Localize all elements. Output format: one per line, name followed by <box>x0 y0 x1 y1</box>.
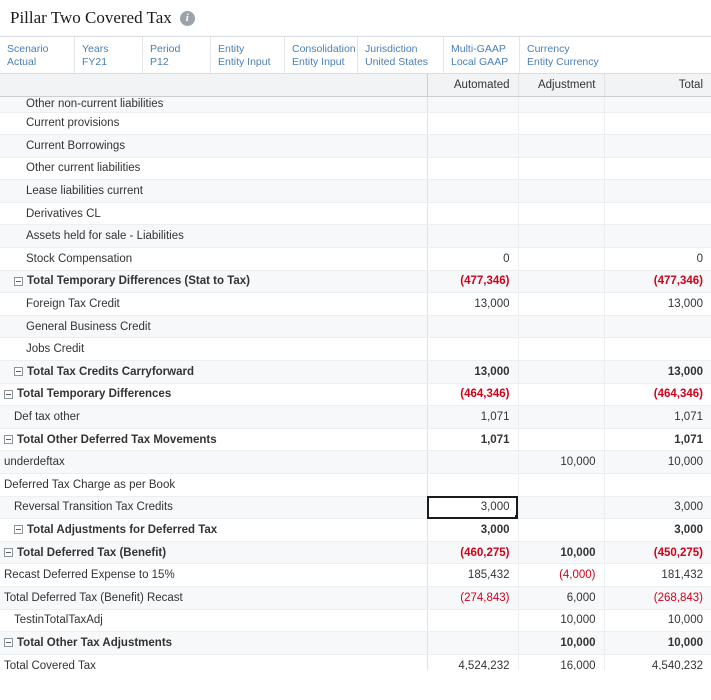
covered-tax-grid <box>0 74 711 670</box>
cell-total[interactable]: 13,000 <box>604 361 711 384</box>
row-label: Deferred Tax Charge as per Book <box>4 478 176 491</box>
table-row[interactable] <box>0 180 711 203</box>
pov-dimension-label: Scenario <box>7 42 49 55</box>
cell-adjustment[interactable]: 10,000 <box>518 609 604 632</box>
cell-total[interactable]: 0 <box>604 248 711 271</box>
row-label-cell[interactable] <box>0 496 427 519</box>
table-row[interactable] <box>0 451 711 474</box>
cell-total[interactable]: (268,843) <box>604 586 711 609</box>
grid-header-row <box>0 74 711 96</box>
table-row[interactable] <box>0 96 711 112</box>
cell-automated[interactable]: 0 <box>427 248 518 271</box>
cell-automated[interactable]: 185,432 <box>427 564 518 587</box>
row-label: Total Deferred Tax (Benefit) Recast <box>4 591 183 604</box>
row-label: Total Covered Tax <box>4 659 96 670</box>
row-label-cell[interactable] <box>0 654 427 670</box>
pov-dimension-label: Consolidation <box>292 42 356 55</box>
page-title: Pillar Two Covered Tax <box>10 8 172 27</box>
cell-total[interactable] <box>604 225 711 248</box>
table-row[interactable] <box>0 361 711 384</box>
pov-dimension-label: Jurisdiction <box>365 42 418 55</box>
collapse-toggle-icon[interactable] <box>14 277 23 286</box>
row-label-cell[interactable] <box>0 157 427 180</box>
row-label-cell[interactable] <box>0 112 427 135</box>
pov-dimension-value: Entity Input <box>292 55 345 68</box>
cell-total[interactable]: 181,432 <box>604 564 711 587</box>
cell-total[interactable]: (450,275) <box>604 541 711 564</box>
row-label-cell[interactable] <box>0 428 427 451</box>
cell-automated[interactable]: 1,071 <box>427 406 518 429</box>
row-label: Other non-current liabilities <box>26 98 164 110</box>
cell-automated[interactable] <box>427 135 518 158</box>
pov-dimension-value: United States <box>365 55 429 68</box>
cell-total[interactable]: 13,000 <box>604 293 711 316</box>
cell-total[interactable] <box>604 157 711 180</box>
row-label-cell[interactable] <box>0 564 427 587</box>
cell-adjustment[interactable] <box>518 361 604 384</box>
pov-currency[interactable] <box>520 37 610 73</box>
row-label: Total Other Deferred Tax Movements <box>17 433 217 446</box>
collapse-toggle-icon[interactable] <box>4 638 13 647</box>
table-row[interactable] <box>0 428 711 451</box>
row-label-cell[interactable] <box>0 315 427 338</box>
row-label-cell[interactable] <box>0 609 427 632</box>
row-label: Current provisions <box>26 117 120 130</box>
row-label-cell[interactable] <box>0 383 427 406</box>
pov-dimension-label: Entity <box>218 42 245 55</box>
cell-adjustment[interactable] <box>518 180 604 203</box>
table-row[interactable] <box>0 338 711 361</box>
row-label: Reversal Transition Tax Credits <box>14 501 173 514</box>
cell-total[interactable] <box>604 338 711 361</box>
row-label: Assets held for sale - Liabilities <box>26 230 184 243</box>
row-label: General Business Credit <box>26 320 151 333</box>
row-label: underdeftax <box>4 456 65 469</box>
cell-automated[interactable]: (460,275) <box>427 541 518 564</box>
row-label: TestinTotalTaxAdj <box>14 614 103 627</box>
cell-automated[interactable]: 13,000 <box>427 293 518 316</box>
row-label: Total Tax Credits Carryforward <box>27 365 195 378</box>
cell-automated[interactable]: 3,000 <box>427 496 518 519</box>
cell-adjustment[interactable]: 10,000 <box>518 541 604 564</box>
column-header-adjustment[interactable]: Adjustment <box>518 74 604 96</box>
pov-dimension-value: Entity Input <box>218 55 271 68</box>
row-label: Total Deferred Tax (Benefit) <box>17 546 167 559</box>
table-row[interactable] <box>0 586 711 609</box>
row-label-cell[interactable] <box>0 248 427 271</box>
pov-entity[interactable] <box>211 37 285 73</box>
table-row[interactable] <box>0 474 711 497</box>
cell-automated[interactable]: (464,346) <box>427 383 518 406</box>
cell-automated[interactable] <box>427 338 518 361</box>
pov-multi-gaap[interactable] <box>444 37 520 73</box>
pov-dimension-value: Entity Currency <box>527 55 599 68</box>
cell-automated[interactable] <box>427 474 518 497</box>
cell-total[interactable] <box>604 180 711 203</box>
pov-dimension-value: FY21 <box>82 55 108 68</box>
row-label-cell[interactable] <box>0 474 427 497</box>
table-row[interactable] <box>0 632 711 655</box>
grid-body <box>0 96 711 670</box>
cell-total[interactable]: 1,071 <box>604 406 711 429</box>
row-label-cell[interactable] <box>0 586 427 609</box>
table-row[interactable] <box>0 496 711 519</box>
cell-total[interactable] <box>604 315 711 338</box>
row-label-cell[interactable] <box>0 338 427 361</box>
cell-adjustment[interactable] <box>518 293 604 316</box>
table-row[interactable] <box>0 541 711 564</box>
row-label-cell[interactable] <box>0 519 427 542</box>
pov-dimension-value: Local GAAP <box>451 55 509 68</box>
cell-adjustment[interactable] <box>518 157 604 180</box>
row-label: Total Temporary Differences <box>17 388 172 401</box>
pov-years[interactable] <box>75 37 143 73</box>
row-label: Total Other Tax Adjustments <box>17 636 173 649</box>
cell-adjustment[interactable] <box>518 202 604 225</box>
collapse-toggle-icon[interactable] <box>14 525 23 534</box>
table-row[interactable] <box>0 293 711 316</box>
table-row[interactable] <box>0 112 711 135</box>
cell-adjustment[interactable] <box>518 96 604 112</box>
row-label: Lease liabilities current <box>26 185 143 198</box>
cell-adjustment[interactable] <box>518 248 604 271</box>
row-label: Total Adjustments for Deferred Tax <box>27 523 218 536</box>
cell-automated[interactable] <box>427 202 518 225</box>
cell-adjustment[interactable]: 16,000 <box>518 654 604 670</box>
cell-total[interactable]: (477,346) <box>604 270 711 293</box>
table-row[interactable] <box>0 519 711 542</box>
cell-automated[interactable] <box>427 451 518 474</box>
cell-automated[interactable]: 13,000 <box>427 361 518 384</box>
table-row[interactable] <box>0 654 711 670</box>
row-label-cell[interactable] <box>0 180 427 203</box>
row-label: Def tax other <box>14 411 80 424</box>
row-label: Other current liabilities <box>26 162 141 175</box>
column-header-total[interactable]: Total <box>604 74 711 96</box>
cell-adjustment[interactable]: 6,000 <box>518 586 604 609</box>
row-label-cell[interactable] <box>0 406 427 429</box>
column-header-automated[interactable]: Automated <box>427 74 518 96</box>
cell-automated[interactable] <box>427 315 518 338</box>
cell-adjustment[interactable] <box>518 112 604 135</box>
cell-adjustment[interactable] <box>518 338 604 361</box>
table-row[interactable] <box>0 609 711 632</box>
cell-total[interactable]: 10,000 <box>604 632 711 655</box>
cell-automated[interactable] <box>427 632 518 655</box>
cell-total[interactable]: 3,000 <box>604 496 711 519</box>
pov-dimension-value: P12 <box>150 55 169 68</box>
table-row[interactable] <box>0 135 711 158</box>
cell-automated[interactable]: 3,000 <box>427 519 518 542</box>
cell-total[interactable] <box>604 112 711 135</box>
pov-scenario[interactable] <box>0 37 75 73</box>
cell-automated[interactable] <box>427 609 518 632</box>
table-row[interactable] <box>0 406 711 429</box>
cell-adjustment[interactable] <box>518 383 604 406</box>
row-label: Total Temporary Differences (Stat to Tax) <box>27 275 251 288</box>
cell-automated[interactable] <box>427 96 518 112</box>
cell-automated[interactable]: 4,524,232 <box>427 654 518 670</box>
row-label-cell[interactable] <box>0 293 427 316</box>
row-label-cell[interactable] <box>0 632 427 655</box>
row-label-cell[interactable] <box>0 270 427 293</box>
cell-automated[interactable] <box>427 112 518 135</box>
cell-total[interactable]: 3,000 <box>604 519 711 542</box>
table-row[interactable] <box>0 202 711 225</box>
row-label-cell[interactable] <box>0 451 427 474</box>
cell-automated[interactable] <box>427 225 518 248</box>
cell-adjustment[interactable]: 10,000 <box>518 632 604 655</box>
cell-adjustment[interactable] <box>518 225 604 248</box>
page-header <box>0 0 711 34</box>
table-row[interactable] <box>0 157 711 180</box>
cell-automated[interactable]: 1,071 <box>427 428 518 451</box>
table-row[interactable] <box>0 270 711 293</box>
cell-adjustment[interactable] <box>518 315 604 338</box>
pov-period[interactable] <box>143 37 211 73</box>
cell-adjustment[interactable] <box>518 519 604 542</box>
cell-total[interactable] <box>604 202 711 225</box>
cell-fill-handle[interactable] <box>515 515 519 519</box>
table-row[interactable] <box>0 383 711 406</box>
pov-dimension-label: Years <box>82 42 109 55</box>
row-label-cell[interactable] <box>0 202 427 225</box>
pov-bar <box>0 36 711 74</box>
row-label: Stock Compensation <box>26 252 133 265</box>
collapse-toggle-icon[interactable] <box>4 435 13 444</box>
cell-automated[interactable]: (477,346) <box>427 270 518 293</box>
pov-dimension-label: Currency <box>527 42 570 55</box>
row-label-cell[interactable] <box>0 361 427 384</box>
cell-total[interactable] <box>604 135 711 158</box>
cell-total[interactable]: 1,071 <box>604 428 711 451</box>
data-grid-scroll-area[interactable] <box>0 74 711 670</box>
pov-consolidation[interactable] <box>285 37 358 73</box>
table-row[interactable] <box>0 315 711 338</box>
row-label-cell[interactable] <box>0 541 427 564</box>
cell-adjustment[interactable]: 10,000 <box>518 451 604 474</box>
collapse-toggle-icon[interactable] <box>14 367 23 376</box>
cell-adjustment[interactable] <box>518 406 604 429</box>
cell-total[interactable]: 10,000 <box>604 609 711 632</box>
pov-dimension-label: Multi-GAAP <box>451 42 506 55</box>
table-row[interactable] <box>0 564 711 587</box>
cell-adjustment[interactable]: (4,000) <box>518 564 604 587</box>
cell-automated[interactable] <box>427 180 518 203</box>
row-label: Derivatives CL <box>26 207 101 220</box>
pov-dimension-label: Period <box>150 42 181 55</box>
info-icon[interactable]: i <box>180 11 195 26</box>
cell-total[interactable]: 4,540,232 <box>604 654 711 670</box>
row-label: Foreign Tax Credit <box>26 298 120 311</box>
cell-adjustment[interactable] <box>518 496 604 519</box>
row-label: Current Borrowings <box>26 139 126 152</box>
cell-adjustment[interactable] <box>518 428 604 451</box>
column-header-row-label[interactable] <box>0 74 427 96</box>
table-row[interactable] <box>0 225 711 248</box>
cell-automated[interactable]: (274,843) <box>427 586 518 609</box>
table-row[interactable] <box>0 248 711 271</box>
cell-adjustment[interactable] <box>518 270 604 293</box>
cell-total[interactable]: 10,000 <box>604 451 711 474</box>
pov-jurisdiction[interactable] <box>358 37 444 73</box>
cell-total[interactable]: (464,346) <box>604 383 711 406</box>
cell-adjustment[interactable] <box>518 135 604 158</box>
cell-adjustment[interactable] <box>518 474 604 497</box>
row-label-cell[interactable] <box>0 135 427 158</box>
row-label: Jobs Credit <box>26 343 85 356</box>
row-label-cell[interactable] <box>0 96 427 112</box>
cell-total[interactable] <box>604 96 711 112</box>
cell-total[interactable] <box>604 474 711 497</box>
row-label: Recast Deferred Expense to 15% <box>4 569 175 582</box>
cell-automated[interactable] <box>427 157 518 180</box>
row-label-cell[interactable] <box>0 225 427 248</box>
pov-dimension-value: Actual <box>7 55 37 68</box>
collapse-toggle-icon[interactable] <box>4 390 13 399</box>
collapse-toggle-icon[interactable] <box>4 548 13 557</box>
